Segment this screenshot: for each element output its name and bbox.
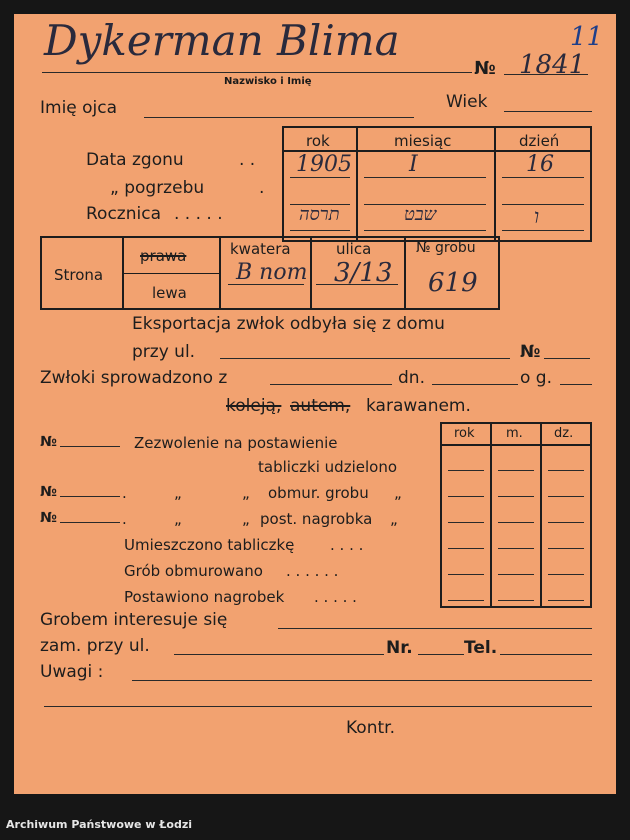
- corner-mark: 11: [570, 22, 604, 52]
- permits-col-year: rok: [454, 426, 475, 441]
- walled-grave-label: Grób obmurowano: [124, 562, 263, 580]
- control-label: Kontr.: [346, 718, 395, 738]
- permit3-ditto: „: [174, 510, 182, 528]
- brought-from-label: Zwłoki sprowadzono z: [40, 368, 228, 388]
- address-nr-label: Nr.: [386, 638, 413, 658]
- mode-hearse: karawanem.: [366, 396, 471, 416]
- export-line: Eksportacja zwłok odbyła się z domu: [132, 314, 445, 334]
- card-number: 1841: [519, 50, 586, 80]
- permit1-text: Zezwolenie na postawienie: [134, 434, 338, 452]
- death-month-value: I: [409, 152, 418, 177]
- permit1-text-cont: tabliczki udzielono: [258, 458, 397, 476]
- deceased-name: Dykerman Blima: [44, 16, 400, 65]
- export-no-label: №: [520, 342, 541, 362]
- permits-col-month: m.: [506, 426, 523, 441]
- age-label: Wiek: [446, 92, 488, 112]
- anniversary-label: Rocznica: [86, 204, 161, 224]
- side-left: lewa: [152, 284, 187, 302]
- death-date-label: Data zgonu: [86, 150, 184, 170]
- permit3-ditto2: „: [242, 510, 250, 528]
- anniversary-year-value: תרסה: [299, 204, 340, 225]
- archive-credit: Archiwum Państwowe w Łodzi: [6, 818, 193, 831]
- death-year-value: 1905: [296, 152, 352, 177]
- permit2-ditto: „: [174, 484, 182, 502]
- permit2-text: obmur. grobu: [268, 484, 369, 502]
- mode-car-struck: autem,: [290, 396, 351, 416]
- address-label: zam. przy ul.: [40, 636, 150, 656]
- notes-label: Uwagi :: [40, 662, 104, 682]
- street-value: 3/13: [334, 258, 393, 288]
- export-street-label: przy ul.: [132, 342, 196, 362]
- burial-date-label: „ pogrzebu: [110, 178, 205, 198]
- brought-date-label: dn.: [398, 368, 425, 388]
- permits-col-day: dz.: [554, 426, 574, 441]
- quarter-label: kwatera: [230, 240, 291, 258]
- grave-number-value: 619: [428, 268, 478, 298]
- permit1-no-label: №: [40, 434, 57, 450]
- dates-col-month: miesiąc: [394, 132, 452, 150]
- dates-col-year: rok: [306, 132, 330, 150]
- name-caption: Nazwisko i Imię: [224, 76, 312, 87]
- death-dots: . .: [239, 150, 256, 170]
- phone-label: Tel.: [464, 638, 498, 658]
- placed-tomb-dots: . . . . .: [314, 588, 357, 606]
- burial-dots: .: [259, 178, 265, 198]
- grave-number-label: № grobu: [416, 240, 476, 256]
- mode-rail-struck: koleją,: [226, 396, 282, 416]
- burial-card: [14, 14, 616, 794]
- permit2-ditto3: „: [394, 484, 402, 502]
- anniversary-dots: . . . . .: [174, 204, 223, 224]
- anniversary-day-value: ו: [534, 204, 540, 228]
- placed-plaque-dots: . . . .: [330, 536, 364, 554]
- permit2-no-label: №: [40, 484, 57, 500]
- permit3-text: post. nagrobka: [260, 510, 373, 528]
- walled-grave-dots: . . . . . .: [286, 562, 339, 580]
- permit3-no-label: №: [40, 510, 57, 526]
- street-label: ulica: [336, 240, 372, 258]
- permit3-dot: .: [122, 510, 127, 528]
- anniversary-month-value: שבט: [404, 204, 437, 225]
- father-name-label: Imię ojca: [40, 98, 118, 118]
- permit2-dot: .: [122, 484, 127, 502]
- permit3-ditto3: „: [390, 510, 398, 528]
- quarter-value: B nom: [236, 260, 308, 285]
- placed-plaque-label: Umieszczono tabliczkę: [124, 536, 295, 554]
- death-day-value: 16: [526, 152, 554, 177]
- interested-label: Grobem interesuje się: [40, 610, 228, 630]
- permits-table: [440, 422, 592, 608]
- side-right-struck: prawa: [140, 247, 187, 265]
- number-label: №: [474, 58, 496, 79]
- dates-col-day: dzień: [519, 132, 560, 150]
- permit2-ditto2: „: [242, 484, 250, 502]
- placed-tomb-label: Postawiono nagrobek: [124, 588, 285, 606]
- brought-hour-label: o g.: [520, 368, 552, 388]
- side-label: Strona: [54, 266, 104, 284]
